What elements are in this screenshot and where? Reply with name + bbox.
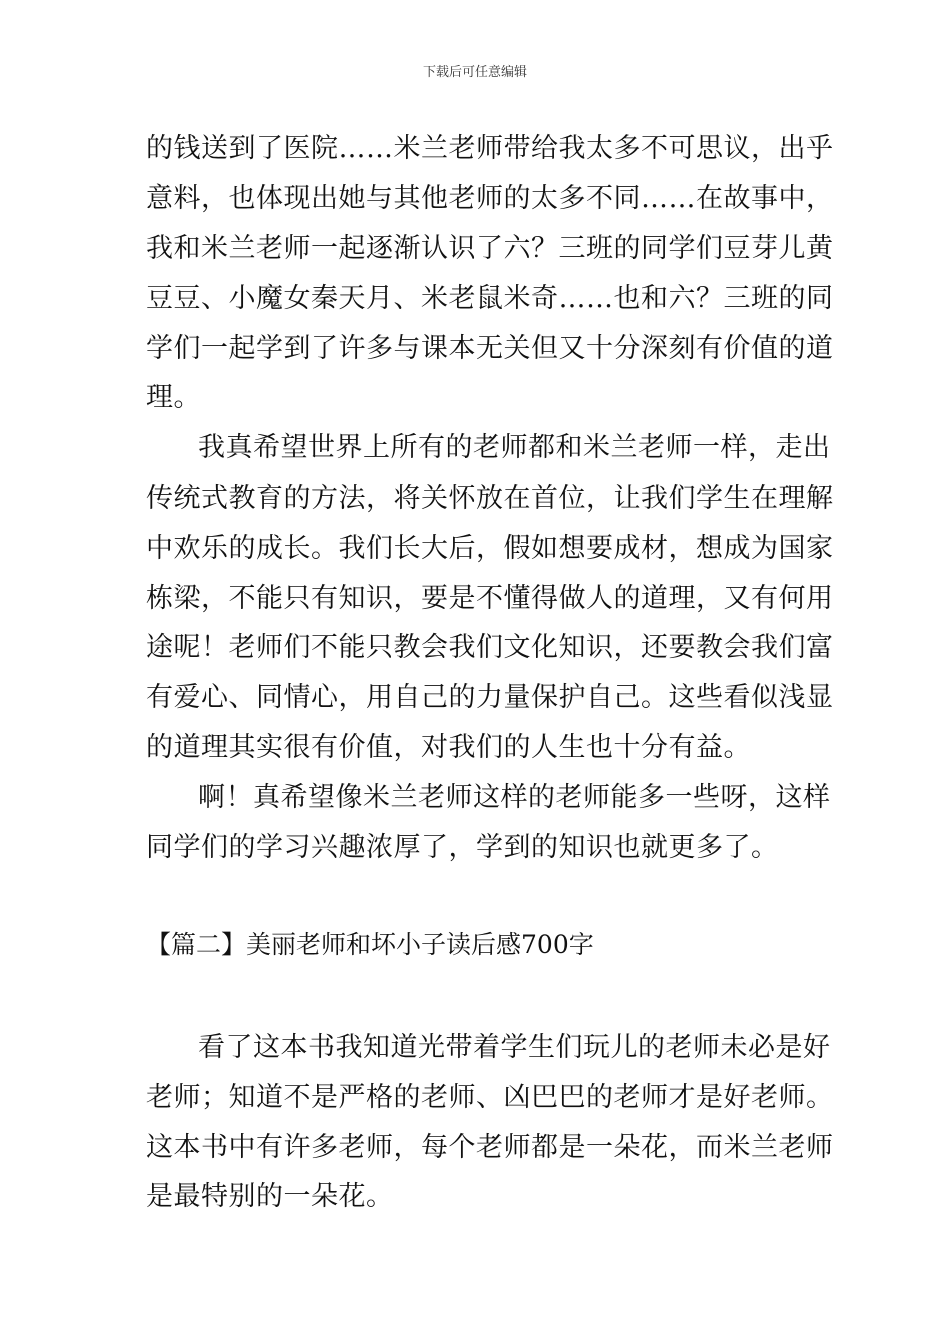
text-line: 学们一起学到了许多与课本无关但又十分深刻有价值的道 <box>146 333 834 364</box>
text-line: 这本书中有许多老师，每个老师都是一朵花，而米兰老师 <box>146 1132 834 1163</box>
text-line: 是最特别的一朵花。 <box>146 1181 394 1212</box>
text-line: 我和米兰老师一起逐渐认识了六？三班的同学们豆芽儿黄 <box>146 233 834 264</box>
text-line: 理。 <box>146 382 201 413</box>
text-line: 有爱心、同情心，用自己的力量保护自己。这些看似浅显 <box>146 682 834 713</box>
page-header-note: 下载后可任意编辑 <box>422 65 527 80</box>
text-line: 栋梁，不能只有知识，要是不懂得做人的道理，又有何用 <box>146 583 834 614</box>
text-line: 的钱送到了医院……米兰老师带给我太多不可思议，出乎 <box>146 133 834 164</box>
text-line: 意料，也体现出她与其他老师的太多不同……在故事中， <box>146 183 834 214</box>
text-line: 豆豆、小魔女秦天月、米老鼠米奇……也和六？三班的同 <box>146 283 834 314</box>
text-line: 途呢！老师们不能只教会我们文化知识，还要教会我们富 <box>146 632 834 663</box>
section-heading: 【篇二】美丽老师和坏小子读后感700字 <box>146 930 594 959</box>
text-line: 的道理其实很有价值，对我们的人生也十分有益。 <box>146 732 751 763</box>
text-line: 同学们的学习兴趣浓厚了，学到的知识也就更多了。 <box>146 832 779 863</box>
text-line: 我真希望世界上所有的老师都和米兰老师一样，走出 <box>198 432 831 463</box>
text-line: 中欢乐的成长。我们长大后，假如想要成材，想成为国家 <box>146 533 834 564</box>
text-line: 啊！真希望像米兰老师这样的老师能多一些呀，这样 <box>198 782 831 813</box>
text-line: 看了这本书我知道光带着学生们玩儿的老师未必是好 <box>198 1032 831 1063</box>
text-line: 传统式教育的方法，将关怀放在首位，让我们学生在理解 <box>146 483 834 514</box>
text-line: 老师；知道不是严格的老师、凶巴巴的老师才是好老师。 <box>146 1082 834 1113</box>
